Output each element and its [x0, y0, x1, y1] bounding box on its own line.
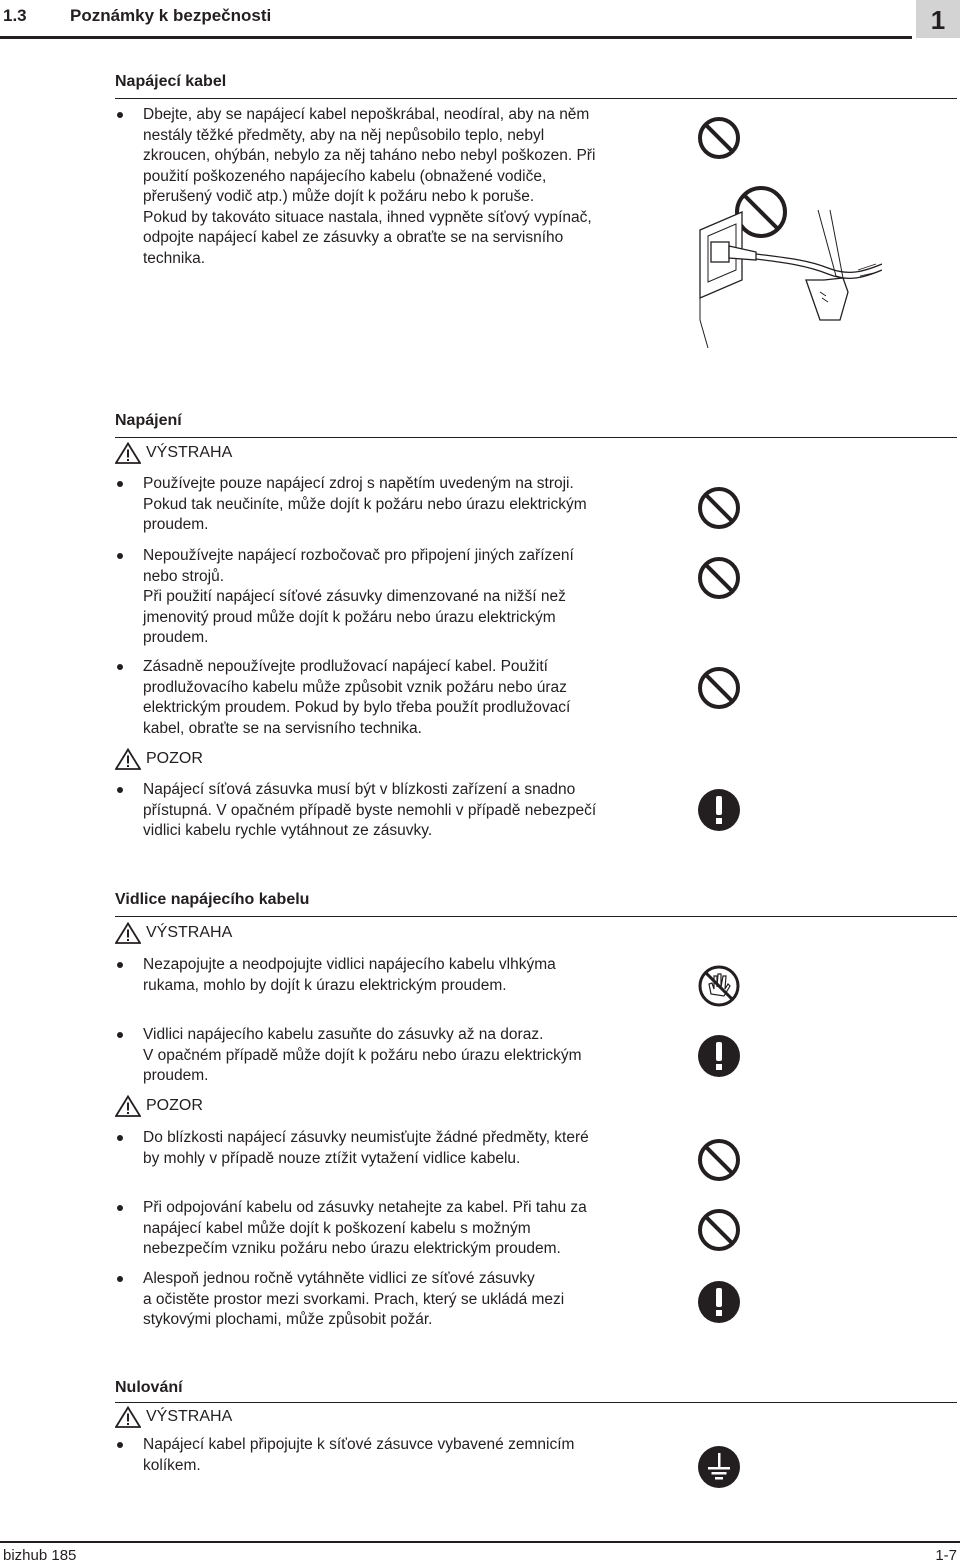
- list-item: Při odpojování kabelu od zásuvky netahejte za kabel. Při tahu za napájecí kabel může dojít k poškození kabelu s možným nebezpečím vzniku požáru nebo úrazu elektrickým proudem.: [143, 1198, 691, 1260]
- list-item: Nezapojujte a neodpojujte vidlici napájecího kabelu vlhkýma rukama, mohlo by dojít k úrazu elektrickým proudem.: [143, 955, 691, 996]
- list-item: Napájecí síťová zásuvka musí být v blízkosti zařízení a snadno přístupná. V opačném případě byste nemohli v případě nebezpečí vidlici kabelu rychle vytáhnout ze zásuvky.: [143, 780, 691, 842]
- list-item: Zásadně nepoužívejte prodlužovací napájecí kabel. Použití prodlužovacího kabelu může způsobit vznik požáru nebo úraz elektrickým proudem. Pokud by bylo třeba použít prodlužovací kabel, obraťte se na servisního technika.: [143, 657, 691, 739]
- heading-nulovani: Nulování: [115, 1379, 183, 1396]
- heading-napajeni: Napájení: [115, 412, 182, 429]
- list-item: Napájecí kabel připojujte k síťové zásuvce vybavené zemnicím kolíkem.: [143, 1435, 691, 1476]
- warning-label: VÝSTRAHA: [115, 921, 232, 945]
- list-item: Nepoužívejte napájecí rozbočovač pro připojení jiných zařízení nebo strojů. Při použití napájecí síťové zásuvky dimenzované na nižší než jmenovitý proud může dojít k požáru nebo úrazu elektrickým proudem.: [143, 546, 691, 649]
- header-rule: [0, 36, 912, 39]
- heading-napajeci-kabel: Napájecí kabel: [115, 73, 227, 90]
- grounding-icon: [697, 1445, 741, 1489]
- list-item: Do blízkosti napájecí zásuvky neumisťujte žádné předměty, které by mohly v případě nouze ztížit vytažení vidlice kabelu.: [143, 1128, 691, 1169]
- heading-vidlice: Vidlice napájecího kabelu: [115, 891, 310, 908]
- section-number: 1.3: [3, 6, 27, 25]
- cable-damage-illustration: [698, 180, 882, 348]
- footer-page-number: 1-7: [935, 1547, 957, 1564]
- list-item: Dbejte, aby se napájecí kabel nepoškrábal, neodíral, aby na něm nestály těžké předměty, aby na něj nepůsobilo teplo, nebyl zkroucen, ohýbán, nebylo za něj taháno nebo nebyl poškozen. Při použití poškozeného napájecího kabelu (obnažené vodiče, přerušený vodič atp.) může dojít k požáru nebo k poruše. Pokud by takováto situace nastala, ihned vypněte síťový vypínač, odpojte napájecí kabel ze zásuvky a obraťte se na servisního technika.: [143, 105, 691, 269]
- mandatory-action-icon: [697, 1034, 741, 1078]
- prohibition-icon: [697, 116, 741, 160]
- warning-triangle-icon: [115, 748, 141, 770]
- list-item: Alespoň jednou ročně vytáhněte vidlici ze síťové zásuvky a očistěte prostor mezi svorkami. Prach, který se ukládá mezi stykovými plochami, může způsobit požár.: [143, 1269, 691, 1331]
- prohibition-icon: [697, 486, 741, 530]
- prohibition-icon: [697, 1208, 741, 1252]
- footer-rule: [0, 1541, 960, 1543]
- footer-product: bizhub 185: [3, 1547, 77, 1564]
- warning-label: VÝSTRAHA: [115, 441, 232, 465]
- caution-label: POZOR: [115, 747, 203, 771]
- mandatory-action-icon: [697, 1280, 741, 1324]
- no-wet-hands-icon: [697, 964, 741, 1008]
- section-rule: [115, 437, 957, 438]
- warning-triangle-icon: [115, 922, 141, 944]
- section-rule: [115, 98, 957, 99]
- list-item: Používejte pouze napájecí zdroj s napětím uvedeným na stroji. Pokud tak neučiníte, může dojít k požáru nebo úrazu elektrickým proudem.: [143, 474, 691, 536]
- chapter-number: 1: [916, 0, 960, 38]
- warning-triangle-icon: [115, 1095, 141, 1117]
- warning-triangle-icon: [115, 442, 141, 464]
- prohibition-icon: [697, 556, 741, 600]
- warning-label: VÝSTRAHA: [115, 1405, 232, 1429]
- prohibition-icon: [697, 666, 741, 710]
- section-rule: [115, 1402, 957, 1403]
- list-item: Vidlici napájecího kabelu zasuňte do zásuvky až na doraz. V opačném případě může dojít k požáru nebo úrazu elektrickým proudem.: [143, 1025, 691, 1087]
- mandatory-action-icon: [697, 788, 741, 832]
- prohibition-icon: [697, 1138, 741, 1182]
- section-rule: [115, 916, 957, 917]
- caution-label: POZOR: [115, 1094, 203, 1118]
- warning-triangle-icon: [115, 1406, 141, 1428]
- section-title: Poznámky k bezpečnosti: [70, 6, 272, 25]
